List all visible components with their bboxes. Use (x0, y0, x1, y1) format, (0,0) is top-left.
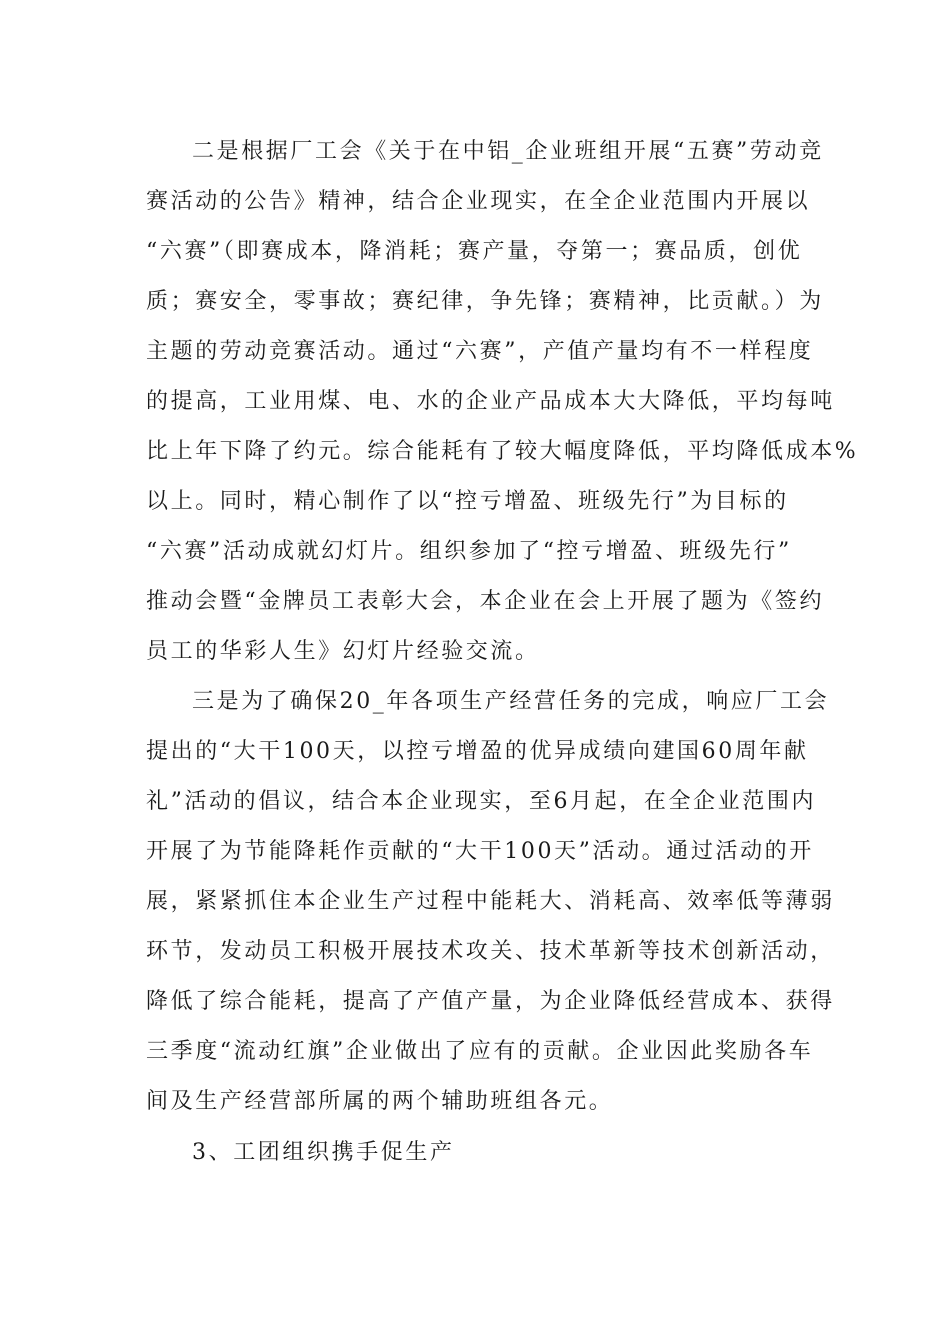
paragraph-2-line-8: 以上。同时，精心制作了以“控亏增盈、班级先行”为目标的 (146, 489, 789, 514)
paragraph-3-line-2: 提出的“大干100天，以控亏增盈的优异成绩向建国60周年献 (146, 739, 809, 764)
paragraph-3-line-1: 三是为了确保20_年各项生产经营任务的完成，响应厂工会 (192, 689, 830, 714)
paragraph-2-line-2: 赛活动的公告》精神，结合企业现实，在全企业范围内开展以 (146, 189, 811, 214)
paragraph-3-line-9: 间及生产经营部所属的两个辅助班组各元。 (146, 1089, 614, 1114)
paragraph-2-line-4: 质；赛安全，零事故；赛纪律，争先锋；赛精神，比贡献。）为 (146, 289, 824, 314)
paragraph-3-line-4: 开展了为节能降耗作贡献的“大干100天”活动。通过活动的开 (146, 839, 814, 864)
paragraph-2-line-3: “六赛”（即赛成本，降消耗；赛产量，夺第一；赛品质，创优 (146, 239, 803, 264)
section-heading: 3、工团组织携手促生产 (192, 1140, 455, 1165)
paragraph-3-line-5: 展，紧紧抓住本企业生产过程中能耗大、消耗高、效率低等薄弱 (146, 889, 835, 914)
paragraph-2-line-6: 的提高，工业用煤、电、水的企业产品成本大大降低，平均每吨 (146, 389, 835, 414)
paragraph-2-line-10: 推动会暨“金牌员工表彰大会，本企业在会上开展了题为《签约 (146, 589, 825, 614)
paragraph-3-line-7: 降低了综合能耗，提高了产值产量，为企业降低经营成本、获得 (146, 989, 835, 1014)
paragraph-3-line-6: 环节，发动员工积极开展技术攻关、技术革新等技术创新活动， (146, 939, 835, 964)
paragraph-2-line-11: 员工的华彩人生》幻灯片经验交流。 (146, 639, 540, 664)
paragraph-2-line-5: 主题的劳动竞赛活动。通过“六赛”，产值产量均有不一样程度 (146, 339, 814, 364)
paragraph-2-line-1: 二是根据厂工会《关于在中铝_企业班组开展“五赛”劳动竞 (192, 139, 824, 164)
paragraph-3-line-3: 礼”活动的倡议，结合本企业现实，至6月起，在全企业范围内 (146, 789, 817, 814)
paragraph-2-line-7: 比上年下降了约元。综合能耗有了较大幅度降低，平均降低成本% (146, 439, 859, 464)
paragraph-2-line-9: “六赛”活动成就幻灯片。组织参加了“控亏增盈、班级先行” (146, 539, 792, 564)
paragraph-3-line-8: 三季度“流动红旗”企业做出了应有的贡献。企业因此奖励各车 (146, 1039, 814, 1064)
